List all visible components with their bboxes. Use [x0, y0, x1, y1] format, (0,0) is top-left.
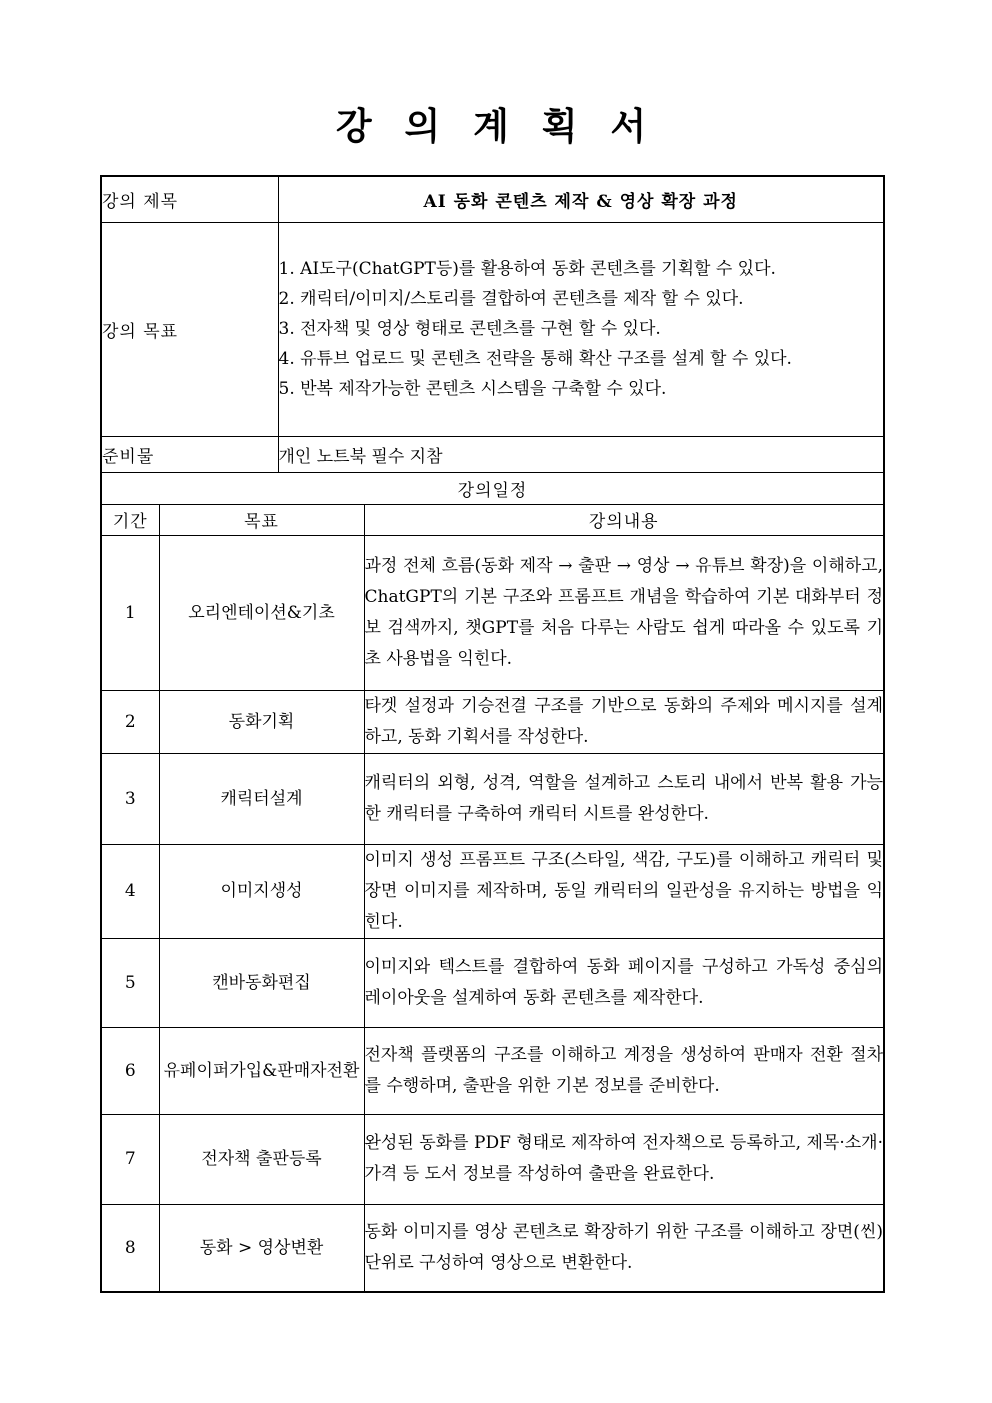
- schedule-row-4: [101, 844, 884, 938]
- content-cell: 타겟 설정과 기승전결 구조를 기반으로 동화의 주제와 메시지를 설계하고, 동화 기획서를 작성한다.: [364, 690, 884, 753]
- course-title-value: AI 동화 콘텐츠 제작 & 영상 확장 과정: [278, 176, 884, 222]
- objectives-row: [101, 222, 884, 436]
- content-cell: 과정 전체 흐름(동화 제작 → 출판 → 영상 → 유튜브 확장)을 이해하고, ChatGPT의 기본 구조와 프롬프트 개념을 학습하여 기본 대화부터 정보 검색까지, 챗GPT를 처음 다루는 사람도 쉽게 따라올 수 있도록 기초 사용법을 익힌다.: [364, 535, 884, 690]
- period-cell: 2: [101, 690, 159, 753]
- schedule-section-row: [101, 472, 884, 504]
- period-cell: 8: [101, 1204, 159, 1292]
- document-title: 강 의 계 획 서: [335, 104, 657, 148]
- materials-row: [101, 436, 884, 472]
- period-cell: 4: [101, 844, 159, 938]
- column-header-period: 기간: [101, 504, 159, 535]
- schedule-section-title: 강의일정: [101, 472, 884, 504]
- column-header-goal: 목표: [159, 504, 364, 535]
- schedule-row-5: [101, 938, 884, 1027]
- period-cell: 5: [101, 938, 159, 1027]
- period-cell: 3: [101, 753, 159, 844]
- goal-cell: 전자책 출판등록: [159, 1114, 364, 1204]
- column-header-content: 강의내용: [364, 504, 884, 535]
- schedule-row-7: [101, 1114, 884, 1204]
- syllabus-table: [100, 175, 885, 1293]
- goal-cell: 오리엔테이션&기초: [159, 535, 364, 690]
- objective-item-1: 1. AI도구(ChatGPT등)를 활용하여 동화 콘텐츠를 기획할 수 있다.: [278, 259, 776, 279]
- goal-cell: 동화 > 영상변환: [159, 1204, 364, 1292]
- period-cell: 7: [101, 1114, 159, 1204]
- materials-value: 개인 노트북 필수 지참: [278, 436, 884, 472]
- materials-label: 준비물: [101, 436, 278, 472]
- objective-item-4: 4. 유튜브 업로드 및 콘텐츠 전략을 통해 확산 구조를 설계 할 수 있다.: [278, 349, 792, 369]
- schedule-row-3: [101, 753, 884, 844]
- goal-cell: 이미지생성: [159, 844, 364, 938]
- course-title-label: 강의 제목: [101, 176, 278, 222]
- period-cell: 6: [101, 1027, 159, 1114]
- content-cell: 완성된 동화를 PDF 형태로 제작하여 전자책으로 등록하고, 제목·소개·가격 등 도서 정보를 작성하여 출판을 완료한다.: [364, 1114, 884, 1204]
- goal-cell: 캐릭터설계: [159, 753, 364, 844]
- goal-cell: 유페이퍼가입&판매자전환: [159, 1027, 364, 1114]
- schedule-header-row: [101, 504, 884, 535]
- course-title-row: [101, 176, 884, 222]
- content-cell: 이미지와 텍스트를 결합하여 동화 페이지를 구성하고 가독성 중심의 레이아웃을 설계하여 동화 콘텐츠를 제작한다.: [364, 938, 884, 1027]
- schedule-row-1: [101, 535, 884, 690]
- objective-item-5: 5. 반복 제작가능한 콘텐츠 시스템을 구축할 수 있다.: [278, 379, 667, 399]
- schedule-row-6: [101, 1027, 884, 1114]
- goal-cell: 캔바동화편집: [159, 938, 364, 1027]
- period-cell: 1: [101, 535, 159, 690]
- content-cell: 이미지 생성 프롬프트 구조(스타일, 색감, 구도)를 이해하고 캐릭터 및 장면 이미지를 제작하며, 동일 캐릭터의 일관성을 유지하는 방법을 익힌다.: [364, 844, 884, 938]
- objective-item-2: 2. 캐릭터/이미지/스토리를 결합하여 콘텐츠를 제작 할 수 있다.: [278, 289, 744, 309]
- schedule-row-8: [101, 1204, 884, 1292]
- objectives-label: 강의 목표: [101, 222, 278, 436]
- content-cell: 동화 이미지를 영상 콘텐츠로 확장하기 위한 구조를 이해하고 장면(씬) 단위로 구성하여 영상으로 변환한다.: [364, 1204, 884, 1292]
- content-cell: 전자책 플랫폼의 구조를 이해하고 계정을 생성하여 판매자 전환 절차를 수행하며, 출판을 위한 기본 정보를 준비한다.: [364, 1027, 884, 1114]
- goal-cell: 동화기획: [159, 690, 364, 753]
- objective-item-3: 3. 전자책 및 영상 형태로 콘텐츠를 구현 할 수 있다.: [278, 319, 661, 339]
- content-cell: 캐릭터의 외형, 성격, 역할을 설계하고 스토리 내에서 반복 활용 가능한 캐릭터를 구축하여 캐릭터 시트를 완성한다.: [364, 753, 884, 844]
- objectives-list: [278, 222, 884, 436]
- schedule-row-2: [101, 690, 884, 753]
